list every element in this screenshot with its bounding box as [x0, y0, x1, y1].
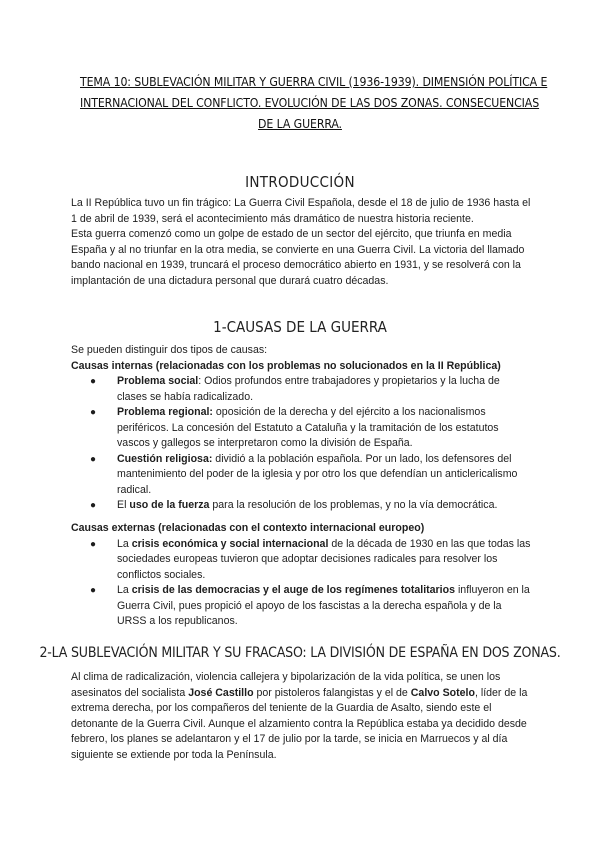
- bullet-icon: ●: [90, 453, 97, 465]
- list-item: ● Problema social: Odios profundos entre trabajadores y propietarios y la lucha de clases se había radicalizado.: [90, 375, 500, 403]
- title-line-1: TEMA 10: SUBLEVACIÓN MILITAR Y GUERRA CIVIL (1936-1939). DIMENSIÓN POLÍTICA E: [80, 75, 548, 89]
- heading-causas: 1-CAUSAS DE LA GUERRA: [213, 318, 387, 336]
- bullet-icon: ●: [90, 585, 97, 596]
- bullet-icon: ●: [90, 376, 97, 387]
- document-title: [80, 72, 548, 135]
- bullet-icon: ●: [90, 500, 97, 511]
- sublevacion-paragraph: Al clima de radicalización, violencia callejera y bipolarización de la vida política, se unen los asesinatos del socialista José Castillo por pistoleros falangistas y el de Calvo Sotelo, líder de la extrema derecha, por los compañeros del teniente de la Guardia de Asalto, siendo este el detonante de la Guerra Civil. Aunque el alzamiento contra la República estaba ya decidido desde febrero, los planes se adelantaron y el 17 de julio por la tarde, se inicia en Marruecos y al día siguiente se extiende por toda la Península.: [71, 671, 528, 761]
- bullet-icon: ●: [90, 407, 97, 418]
- bullet-icon: ●: [90, 538, 97, 550]
- list-item: ● Cuestión religiosa: dividió a la población española. Por un lado, los defensores del mantenimiento del poder de la iglesia y por otro los que defendían un anticlericalismo radical.: [90, 452, 518, 496]
- causas-internas-list: [71, 374, 531, 514]
- causas-lead: Se pueden distinguir dos tipos de causas:: [71, 344, 268, 356]
- intro-paragraph-2: Esta guerra comenzó como un golpe de estado de un sector del ejército, que triunfa en media España y al no triunfar en la otra media, se convierte en una Guerra Civil. La victoria del llamado bando nacional en 1939, truncará el proceso democrático abierto en 1931, y se resolverá con la implantación de una dictadura personal que durará cuatro décadas.: [71, 228, 525, 287]
- causas-externas-section: [71, 521, 531, 630]
- list-item: ● La crisis económica y social internacional de la década de 1930 en las que todas las sociedades europeas tuvieron que adoptar decisiones radicales para resolver los conflictos sociales.: [90, 537, 531, 581]
- causas-internas-title: Causas internas (relacionadas con los problemas no solucionados en la II República): [71, 359, 501, 372]
- causas-externas-list: [71, 537, 531, 630]
- title-line-3: DE LA GUERRA.: [258, 117, 342, 131]
- list-item: ● Problema regional: oposición de la derecha y del ejército a los nacionalismos periféricos. La concesión del Estatuto a Cataluña y la tramitación de los estatutos vascos y gallegos se interpretaron como la división de España.: [90, 406, 499, 449]
- list-item: ● La crisis de las democracias y el auge de los regímenes totalitarios influyeron en la Guerra Civil, pues propició el apoyo de los fascistas a la derecha española y de la URSS a los republicanos.: [90, 584, 530, 627]
- intro-paragraph-1: La II República tuvo un fin trágico: La Guerra Civil Española, desde el 18 de julio de 1936 hasta el 1 de abril de 1939, será el acontecimiento más dramático de nuestra historia reciente.: [71, 197, 531, 225]
- title-line-2: INTERNACIONAL DEL CONFLICTO. EVOLUCIÓN DE LAS DOS ZONAS. CONSECUENCIAS: [80, 96, 540, 110]
- causas-internas-section: [71, 343, 531, 514]
- intro-section: [71, 196, 531, 289]
- heading-sublevacion: 2-LA SUBLEVACIÓN MILITAR Y SU FRACASO: LA DIVISIÓN DE ESPAÑA EN DOS ZONAS.: [39, 645, 561, 661]
- causas-externas-title: Causas externas (relacionadas con el contexto internacional europeo): [71, 522, 425, 534]
- heading-introduccion: INTRODUCCIÓN: [245, 173, 355, 191]
- list-item: ● El uso de la fuerza para la resolución de los problemas, y no la vía democrática.: [71, 498, 531, 514]
- sublevacion-section: [71, 670, 531, 763]
